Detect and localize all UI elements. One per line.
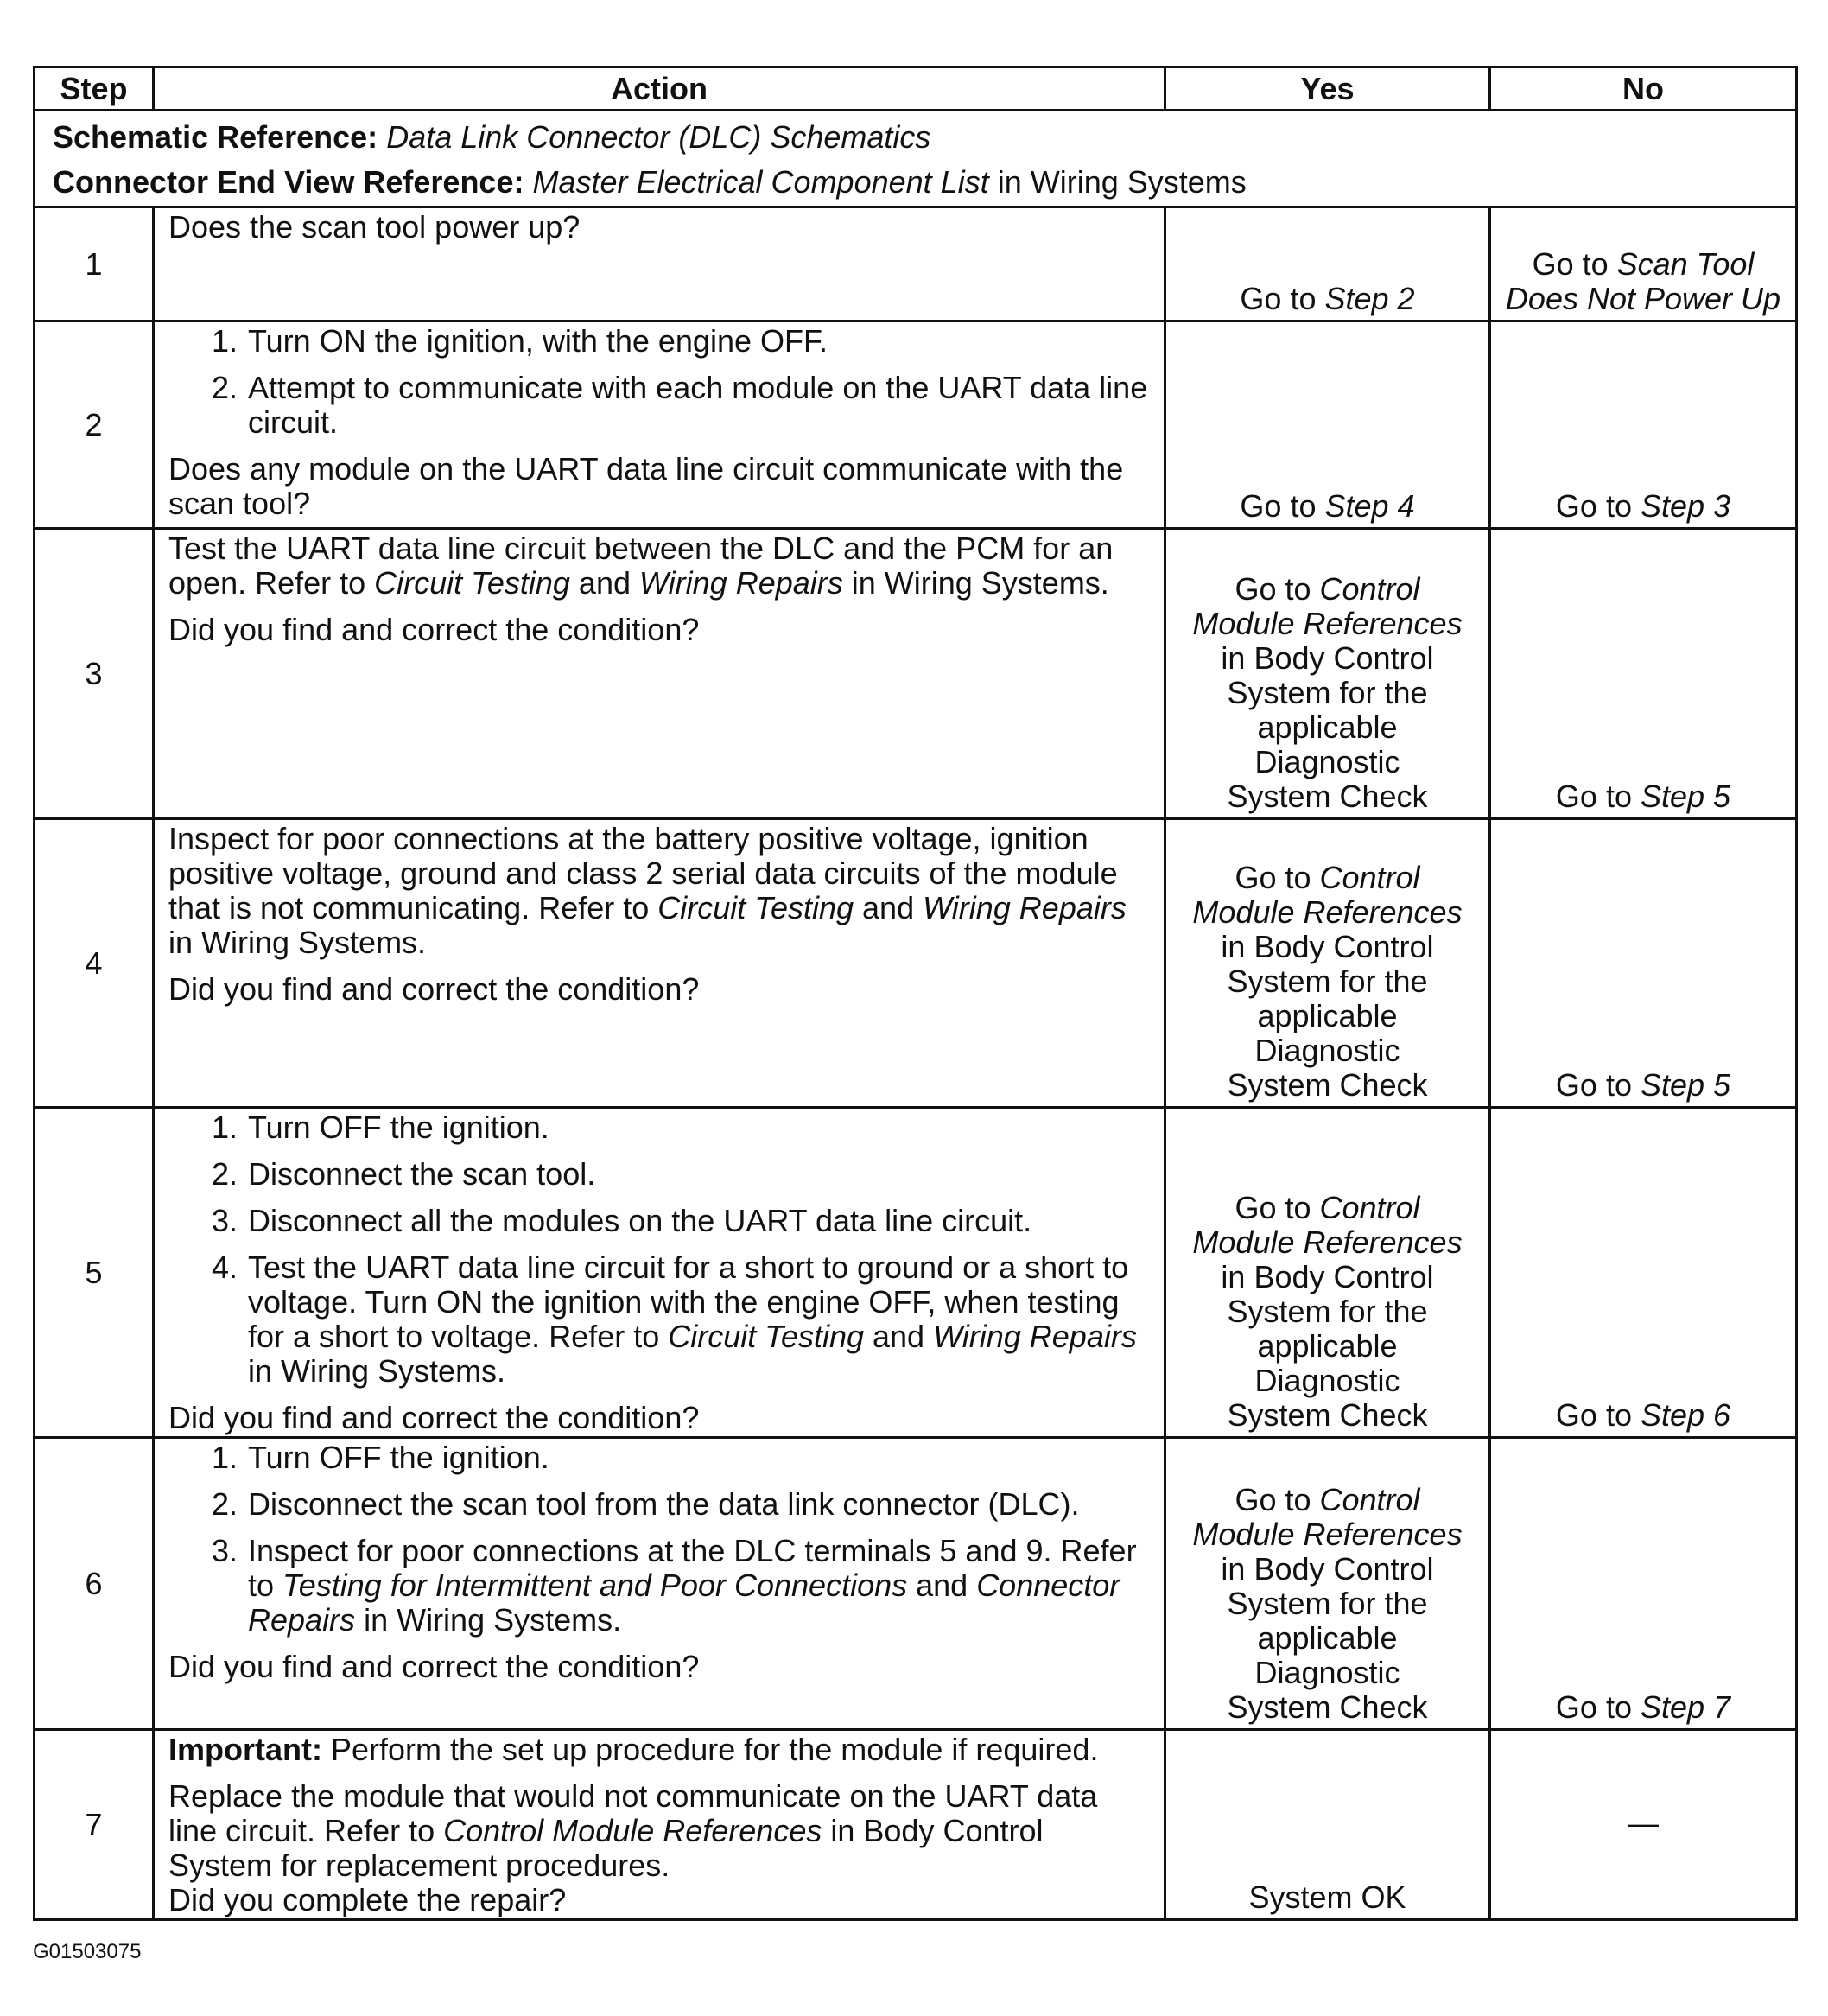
step-6-yes: Go to Control Module References in Body Control System for the applicable Diagnostic System Check (1166, 1439, 1491, 1731)
step-3-no: Go to Step 5 (1491, 530, 1795, 820)
diagnostic-table (33, 66, 1798, 1921)
step-5-number: 5 (35, 1109, 155, 1439)
step-6-action: 1. Turn OFF the ignition. 2. Disconnect the scan tool from the data link connector (DLC). 3. Inspect for poor connections at the DLC terminals 5 and 9. Refer to Testing for Intermittent and Poor Connections and Connector Repairs in Wiring Systems. Did you find and correct the condition? (155, 1439, 1166, 1731)
step-5-action: 1. Turn OFF the ignition. 2. Disconnect the scan tool. 3. Disconnect all the modules on the UART data line circuit. 4. Test the UART data line circuit for a short to ground or a short to voltage. Turn ON the ignition with the engine OFF, when testing for a short to voltage. Refer to Circuit Testing and Wiring Repairs in Wiring Systems. Did you find and correct the condition? (155, 1109, 1166, 1439)
connector-reference: Connector End View Reference: Master Electrical Component List in Wiring Systems (53, 164, 1247, 200)
step-6-no: Go to Step 7 (1491, 1439, 1795, 1731)
header-step: Step (35, 68, 155, 111)
list-item: 2. Disconnect the scan tool. (211, 1156, 596, 1192)
schematic-reference: Schematic Reference: Data Link Connector (DLC) Schematics (53, 119, 931, 155)
step-5-yes: Go to Control Module References in Body Control System for the applicable Diagnostic System Check (1166, 1109, 1491, 1439)
list-item: 3. Disconnect all the modules on the UART data line circuit. (211, 1203, 1032, 1238)
step-3-action: Test the UART data line circuit between the DLC and the PCM for an open. Refer to Circuit Testing and Wiring Repairs in Wiring Systems. Did you find and correct the condition? (155, 530, 1166, 820)
step-6-number: 6 (35, 1439, 155, 1731)
references (35, 111, 1795, 208)
step-2-no: Go to Step 3 (1491, 322, 1795, 530)
list-item: 2. Disconnect the scan tool from the data link connector (DLC). (211, 1486, 1080, 1522)
step-5-no: Go to Step 6 (1491, 1109, 1795, 1439)
header-no: No (1491, 68, 1795, 111)
list-item: 1. Turn OFF the ignition. (211, 1110, 549, 1145)
figure-id: G01503075 (33, 1940, 142, 1963)
step-4-number: 4 (35, 820, 155, 1109)
header-action: Action (155, 68, 1166, 111)
step-7-number: 7 (35, 1731, 155, 1918)
step-4-action: Inspect for poor connections at the battery positive voltage, ignition positive voltage, ground and class 2 serial data circuits of the module that is not communicating. Refer to Circuit Testing and Wiring Repairs in Wiring Systems. Did you find and correct the condition? (155, 820, 1166, 1109)
list-item: 2. Attempt to communicate with each module on the UART data line circuit. (211, 370, 1148, 440)
step-7-action: Important: Perform the set up procedure for the module if required. Replace the module that would not communicate on the UART data line circuit. Refer to Control Module References in Body Control System for replacement procedures. Did you complete the repair? (155, 1731, 1166, 1918)
list-item: 1. Turn ON the ignition, with the engine OFF. (211, 323, 828, 359)
step-7-yes: System OK (1166, 1731, 1491, 1918)
step-1-number: 1 (35, 208, 155, 322)
step-1-yes: Go to Step 2 (1166, 208, 1491, 322)
step-1-no: Go to Scan Tool Does Not Power Up (1491, 208, 1795, 322)
list-item: 4. Test the UART data line circuit for a short to ground or a short to voltage. Turn ON the ignition with the engine OFF, when testing for a short to voltage. Refer to Circuit Testing and Wiring Repairs in Wiring Systems. (211, 1250, 1137, 1389)
step-3-number: 3 (35, 530, 155, 820)
step-4-no: Go to Step 5 (1491, 820, 1795, 1109)
step-1-action: Does the scan tool power up? (155, 208, 1166, 322)
step-7-no: — (1628, 1804, 1659, 1841)
list-item: 1. Turn OFF the ignition. (211, 1440, 549, 1475)
step-2-number: 2 (35, 322, 155, 530)
step-3-yes: Go to Control Module References in Body Control System for the applicable Diagnostic System Check (1166, 530, 1491, 820)
step-4-yes: Go to Control Module References in Body Control System for the applicable Diagnostic System Check (1166, 820, 1491, 1109)
header-yes: Yes (1166, 68, 1491, 111)
list-item: 3. Inspect for poor connections at the DLC terminals 5 and 9. Refer to Testing for Intermittent and Poor Connections and Connector Repairs in Wiring Systems. (211, 1533, 1137, 1638)
step-2-action: 1. Turn ON the ignition, with the engine OFF. 2. Attempt to communicate with each module on the UART data line circuit. Does any module on the UART data line circuit communicate with the scan tool? (155, 322, 1166, 530)
step-2-yes: Go to Step 4 (1166, 322, 1491, 530)
